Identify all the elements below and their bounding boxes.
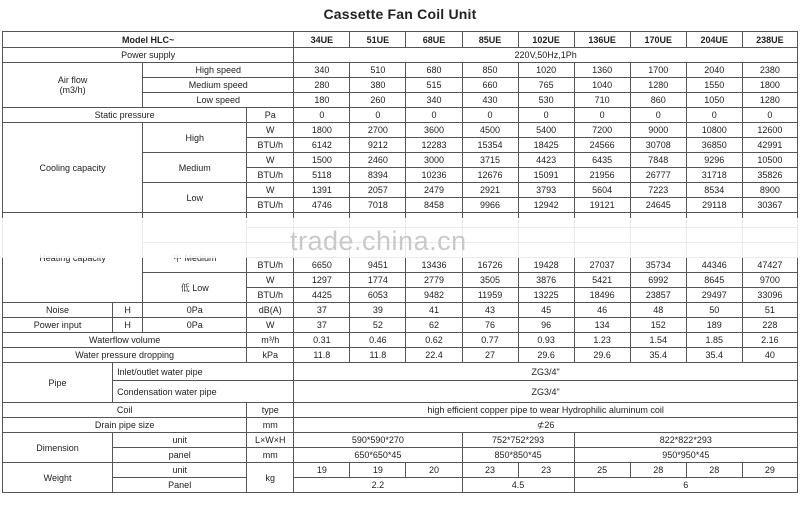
value-cell: 96 [518,318,574,333]
value-cell: 29.6 [574,348,630,363]
unit-cell: BTU/h [247,138,294,153]
value-cell: 12283 [406,138,462,153]
value-cell: 7848 [630,153,686,168]
value-cell: 28 [686,463,742,478]
unit-cell: kg [247,463,294,493]
value-cell: 152 [630,318,686,333]
value-cell: 1.85 [686,333,742,348]
dimension-panel-label: panel [113,448,247,463]
value-cell: 2779 [406,273,462,288]
unit-cell: BTU/h [247,168,294,183]
value-cell: 37 [294,318,350,333]
value-cell: 2921 [462,183,518,198]
value-cell: 13436 [406,258,462,273]
unit-cell: BTU/h [247,258,294,273]
value-cell: 41 [406,303,462,318]
value-cell: 11959 [462,288,518,303]
value-cell: 9700 [742,273,797,288]
value-cell: 4423 [518,153,574,168]
pressure-cell: 0Pa [143,318,247,333]
model-label: Model HLC~ [3,32,294,48]
value-cell: 45 [518,303,574,318]
value-cell: 42991 [742,138,797,153]
value-cell: 35.4 [686,348,742,363]
value-cell: 4425 [294,288,350,303]
model-cell: 51UE [350,32,406,48]
value-cell: 7018 [350,198,406,213]
inlet-pipe-label: Inlet/outlet water pipe [113,363,294,381]
value-cell: 26777 [630,168,686,183]
value-cell: 340 [406,93,462,108]
value-cell: 5421 [574,273,630,288]
airflow-row [3,63,798,78]
value-cell: 3793 [518,183,574,198]
model-cell: 136UE [574,32,630,48]
value-cell: 33096 [742,288,797,303]
value-cell: 31718 [686,168,742,183]
value-cell: 1360 [574,63,630,78]
value-cell: 28 [630,463,686,478]
waterflow-row [3,333,798,348]
value-cell: 8900 [742,183,797,198]
unit-cell: m³/h [247,333,294,348]
value-cell: 3715 [462,153,518,168]
value-cell: 2460 [350,153,406,168]
power-input-label: Power input [3,318,113,333]
dimension-row [3,433,798,448]
value-cell: 19428 [518,258,574,273]
value-cell: 27037 [574,258,630,273]
dimension-value: 850*850*45 [462,448,574,463]
dimension-value: 650*650*45 [294,448,462,463]
value-cell: 8534 [686,183,742,198]
dimension-row [3,448,798,463]
value-cell: 0 [742,108,797,123]
unit-cell: mm [247,418,294,433]
cooling-speed: Medium [143,153,247,183]
cooling-speed: Low [143,183,247,213]
airflow-label: Air flow (m3/h) [3,63,143,108]
static-pressure-row [3,108,798,123]
model-cell: 238UE [742,32,797,48]
value-cell: 21956 [574,168,630,183]
unit-cell: Pa [247,108,294,123]
value-cell: 6650 [294,258,350,273]
value-cell: 27 [462,348,518,363]
value-cell: 1297 [294,273,350,288]
value-cell: 189 [686,318,742,333]
value-cell: 0 [574,108,630,123]
unit-cell: W [247,273,294,288]
noise-label: Noise [3,303,113,318]
value-cell: 25 [574,463,630,478]
value-cell: 19121 [574,198,630,213]
value-cell: 18496 [574,288,630,303]
unit-cell: L×W×H [247,433,294,448]
value-cell: 1050 [686,93,742,108]
value-cell: 860 [630,93,686,108]
value-cell: 0 [406,108,462,123]
value-cell: 1391 [294,183,350,198]
condensation-pipe-value: ZG3/4" [294,381,798,403]
weight-label: Weight [3,463,113,493]
value-cell: 0.46 [350,333,406,348]
value-cell: 1800 [294,123,350,138]
value-cell: 19 [350,463,406,478]
unit-cell: W [247,123,294,138]
value-cell: 340 [294,63,350,78]
value-cell: 510 [350,63,406,78]
value-cell: 660 [462,78,518,93]
value-cell: 48 [630,303,686,318]
value-cell: 9212 [350,138,406,153]
model-cell: 204UE [686,32,742,48]
speed-cell: H [113,303,143,318]
unit-cell: mm [247,448,294,463]
value-cell: 6435 [574,153,630,168]
value-cell: 24645 [630,198,686,213]
dimension-value: 752*752*293 [462,433,574,448]
power-input-row [3,318,798,333]
drain-value: ⊄26 [294,418,798,433]
model-cell: 102UE [518,32,574,48]
value-cell: 228 [742,318,797,333]
value-cell: 52 [350,318,406,333]
value-cell: 23 [518,463,574,478]
value-cell: 710 [574,93,630,108]
airflow-speed: High speed [143,63,294,78]
drain-row [3,418,798,433]
value-cell: 180 [294,93,350,108]
value-cell: 4746 [294,198,350,213]
value-cell: 1.54 [630,333,686,348]
value-cell: 30708 [630,138,686,153]
value-cell: 0.62 [406,333,462,348]
value-cell: 15091 [518,168,574,183]
value-cell: 9296 [686,153,742,168]
pressure-cell: 0Pa [143,303,247,318]
spec-table [2,31,798,493]
value-cell: 0 [518,108,574,123]
model-row [3,32,798,48]
unit-cell: kPa [247,348,294,363]
power-supply-value: 220V,50Hz,1Ph [294,48,798,63]
unit-cell: W [247,183,294,198]
value-cell: 35.4 [630,348,686,363]
value-cell: 18425 [518,138,574,153]
value-cell: 1020 [518,63,574,78]
value-cell: 380 [350,78,406,93]
value-cell: 12942 [518,198,574,213]
power-supply-row [3,48,798,63]
value-cell: 0 [462,108,518,123]
value-cell: 23 [462,463,518,478]
value-cell: 23857 [630,288,686,303]
dimension-value: 590*590*270 [294,433,462,448]
value-cell: 29.6 [518,348,574,363]
value-cell: 39 [350,303,406,318]
value-cell: 2057 [350,183,406,198]
unit-cell: type [247,403,294,418]
value-cell: 1774 [350,273,406,288]
value-cell: 51 [742,303,797,318]
value-cell: 11.8 [294,348,350,363]
value-cell: 1040 [574,78,630,93]
cooling-speed: High [143,123,247,153]
weight-row [3,478,798,493]
value-cell: 260 [350,93,406,108]
value-cell: 6142 [294,138,350,153]
water-pressure-row [3,348,798,363]
value-cell: 44346 [686,258,742,273]
value-cell: 1280 [630,78,686,93]
value-cell: 280 [294,78,350,93]
value-cell: 11.8 [350,348,406,363]
value-cell: 7200 [574,123,630,138]
value-cell: 12676 [462,168,518,183]
value-cell: 1800 [742,78,797,93]
value-cell: 37 [294,303,350,318]
cooling-capacity-label: Cooling capacity [3,123,143,213]
cooling-row [3,123,798,138]
value-cell: 680 [406,63,462,78]
value-cell: 43 [462,303,518,318]
weight-panel-value: 2.2 [294,478,462,493]
dimension-label: Dimension [3,433,113,463]
value-cell: 3505 [462,273,518,288]
model-cell: 85UE [462,32,518,48]
value-cell: 29118 [686,198,742,213]
value-cell: 29 [742,463,797,478]
power-supply-label: Power supply [3,48,294,63]
value-cell: 2380 [742,63,797,78]
value-cell: 8458 [406,198,462,213]
watermark-text: trade.china.cn [290,226,467,256]
value-cell: 0 [350,108,406,123]
water-pressure-label: Water pressure dropping [3,348,247,363]
value-cell: 5118 [294,168,350,183]
value-cell: 10236 [406,168,462,183]
value-cell: 46 [574,303,630,318]
value-cell: 9451 [350,258,406,273]
value-cell: 515 [406,78,462,93]
unit-cell: dB(A) [247,303,294,318]
model-cell: 170UE [630,32,686,48]
waterflow-label: Waterflow volume [3,333,247,348]
value-cell: 134 [574,318,630,333]
airflow-speed: Low speed [143,93,294,108]
value-cell: 1500 [294,153,350,168]
weight-panel-value: 6 [574,478,797,493]
drain-label: Drain pipe size [3,418,247,433]
coil-label: Coil [3,403,247,418]
value-cell: 2.16 [742,333,797,348]
value-cell: 1.23 [574,333,630,348]
value-cell: 1550 [686,78,742,93]
condensation-pipe-label: Condensation water pipe [113,381,294,403]
value-cell: 36850 [686,138,742,153]
value-cell: 0.31 [294,333,350,348]
value-cell: 5400 [518,123,574,138]
value-cell: 2040 [686,63,742,78]
value-cell: 5604 [574,183,630,198]
unit-cell: W [247,153,294,168]
value-cell: 12600 [742,123,797,138]
value-cell: 2700 [350,123,406,138]
pipe-label: Pipe [3,363,113,403]
value-cell: 0.93 [518,333,574,348]
coil-value: high efficient copper pipe to wear Hydrophilic aluminum coil [294,403,798,418]
value-cell: 10500 [742,153,797,168]
value-cell: 62 [406,318,462,333]
heating-speed: 低 Low [143,273,247,303]
value-cell: 35826 [742,168,797,183]
page-title: Cassette Fan Coil Unit [323,6,477,22]
weight-panel-label: Panel [113,478,247,493]
inlet-pipe-value: ZG3/4" [294,363,798,381]
value-cell: 0.77 [462,333,518,348]
model-cell: 68UE [406,32,462,48]
value-cell: 3600 [406,123,462,138]
value-cell: 15354 [462,138,518,153]
value-cell: 19 [294,463,350,478]
value-cell: 30367 [742,198,797,213]
value-cell: 1700 [630,63,686,78]
value-cell: 3000 [406,153,462,168]
value-cell: 40 [742,348,797,363]
unit-cell: BTU/h [247,198,294,213]
value-cell: 430 [462,93,518,108]
model-cell: 34UE [294,32,350,48]
value-cell: 1280 [742,93,797,108]
value-cell: 24566 [574,138,630,153]
value-cell: 29497 [686,288,742,303]
airflow-speed: Medium speed [143,78,294,93]
pipe-row [3,381,798,403]
noise-row [3,303,798,318]
value-cell: 0 [686,108,742,123]
value-cell: 8645 [686,273,742,288]
weight-row [3,463,798,478]
value-cell: 22.4 [406,348,462,363]
value-cell: 850 [462,63,518,78]
value-cell: 6053 [350,288,406,303]
dimension-value: 822*822*293 [574,433,797,448]
value-cell: 20 [406,463,462,478]
value-cell: 7223 [630,183,686,198]
value-cell: 8394 [350,168,406,183]
value-cell: 0 [294,108,350,123]
value-cell: 765 [518,78,574,93]
value-cell: 0 [630,108,686,123]
value-cell: 9482 [406,288,462,303]
value-cell: 6992 [630,273,686,288]
value-cell: 9966 [462,198,518,213]
speed-cell: H [113,318,143,333]
value-cell: 530 [518,93,574,108]
value-cell: 9000 [630,123,686,138]
value-cell: 50 [686,303,742,318]
value-cell: 10800 [686,123,742,138]
dimension-value: 950*950*45 [574,448,797,463]
weight-unit-label: unit [113,463,247,478]
pipe-row [3,363,798,381]
value-cell: 3876 [518,273,574,288]
weight-panel-value: 4.5 [462,478,574,493]
value-cell: 4500 [462,123,518,138]
static-pressure-label: Static pressure [3,108,247,123]
unit-cell: BTU/h [247,288,294,303]
value-cell: 16726 [462,258,518,273]
value-cell: 2479 [406,183,462,198]
unit-cell: W [247,318,294,333]
coil-row [3,403,798,418]
dimension-unit-label: unit [113,433,247,448]
value-cell: 13225 [518,288,574,303]
value-cell: 47427 [742,258,797,273]
value-cell: 35734 [630,258,686,273]
value-cell: 76 [462,318,518,333]
